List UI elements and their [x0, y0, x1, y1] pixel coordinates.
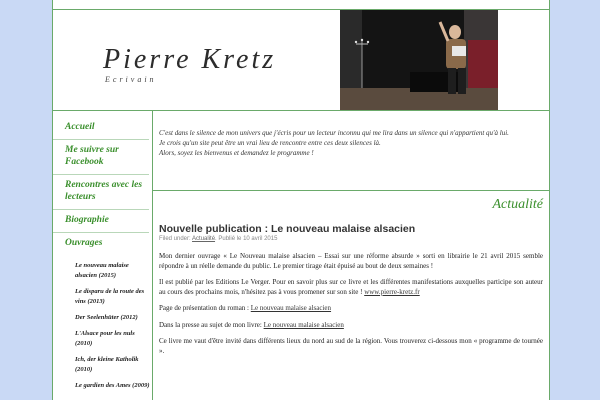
- nav-item-rencontres[interactable]: Rencontres avec les lecteurs: [53, 175, 149, 210]
- post-meta: [159, 236, 277, 242]
- ouvrage-link[interactable]: Le nouveau malaise alsacien (2015): [75, 262, 129, 279]
- intro-line: Je crois qu'un site peut être un vrai lieu de rencontre entre ces deux silences là.: [159, 139, 381, 147]
- page-container: [52, 0, 550, 400]
- post-paragraph: [159, 304, 543, 314]
- post-paragraph-text: Dans la presse au sujet de mon livre:: [159, 320, 262, 329]
- nav-item-facebook[interactable]: Me suivre sur Facebook: [53, 140, 149, 175]
- post-meta-prefix: Filed under:: [159, 236, 191, 242]
- post-category-link[interactable]: Actualité: [192, 236, 216, 242]
- nav-item-ouvrages[interactable]: Ouvrages: [65, 238, 103, 248]
- header-photo: [340, 10, 498, 110]
- press-link[interactable]: Le nouveau malaise alsacien: [263, 320, 344, 329]
- presentation-link[interactable]: Le nouveau malaise alsacien: [250, 304, 332, 312]
- post-paragraph-text: Page de présentation du roman :: [159, 304, 250, 312]
- site-tagline: Ecrivain: [105, 75, 157, 84]
- sidebar-nav: [53, 111, 153, 400]
- website-link[interactable]: www.pierre-kretz.fr: [364, 287, 420, 296]
- intro-text: [159, 128, 545, 158]
- site-title[interactable]: Pierre Kretz: [103, 44, 277, 75]
- post-paragraph: Mon dernier ouvrage « Le Nouveau malaise alsacien – Essai sur une réforme absurde » sorti en librairie le 21 avril 2015 semble répondre à un réelle demande du public. Le premier tirage était épuisé au bout de deux semaines !: [159, 252, 543, 270]
- post-body: [159, 252, 543, 363]
- post-paragraph: [159, 278, 543, 297]
- section-divider: [153, 190, 549, 191]
- ouvrage-link[interactable]: Le disparu de la route des vins (2013): [75, 288, 145, 305]
- ouvrage-link[interactable]: L'Alsace pour les nuls (2010): [75, 330, 135, 347]
- nav-item-biographie[interactable]: Biographie: [53, 210, 149, 233]
- post-paragraph-text: Il est publié par les Editions Le Verger. Pour en savoir plus sur ce livre et les différentes manifestations auxquelles participe son auteur au cours des prochains mois, n'hésitez pas à vous promener sur son site !: [159, 278, 543, 296]
- post-paragraph: [159, 321, 543, 331]
- section-title: Actualité: [492, 197, 543, 212]
- post-date: . Publié le 10 avril 2015: [215, 236, 278, 242]
- ouvrages-list: [53, 255, 152, 391]
- intro-line: Alors, soyez les bienvenus et demandez le programme !: [159, 149, 314, 157]
- ouvrage-link[interactable]: Ich, der kleine Katholik (2010): [75, 356, 139, 373]
- ouvrage-link[interactable]: Der Seelenhüter (2012): [75, 314, 138, 321]
- ouvrage-link[interactable]: Le gardien des Ames (2009): [75, 382, 150, 389]
- nav-item-accueil[interactable]: Accueil: [53, 111, 149, 140]
- intro-line: C'est dans le silence de mon univers que j'écris pour un lecteur inconnu qui me lira dans un silence qui n'appartient qu'à lui.: [159, 129, 509, 137]
- post-title[interactable]: Nouvelle publication : Le nouveau malaise alsacien: [159, 223, 416, 235]
- post-paragraph: Ce livre me vaut d'être invité dans différents lieux du nord au sud de la région. Vous trouverez ci-dessous mon « programme de tournée ».: [159, 337, 543, 355]
